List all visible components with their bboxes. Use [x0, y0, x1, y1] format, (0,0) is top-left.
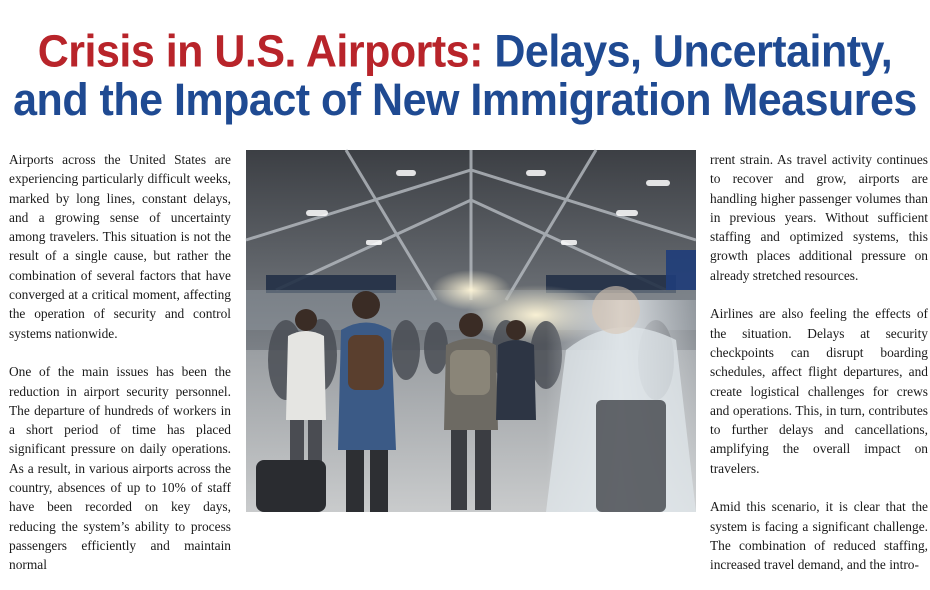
airport-crowd-photo	[246, 150, 696, 512]
headline-line-1	[0, 28, 930, 76]
headline-blue-part-1: Delays, Uncertainty,	[494, 26, 893, 78]
photo-illustration	[246, 150, 696, 512]
paragraph: rrent strain. As travel activity continues to recover and grow, airports are handling higher passenger volumes than in previous years. Without sufficient staffing and optimized systems, this growth places additional pressure on already stretched resources.	[710, 152, 928, 283]
headline-red-part: Crisis in U.S. Airports:	[37, 26, 495, 78]
article-right-column	[710, 150, 928, 573]
article-left-column	[9, 150, 231, 573]
paragraph: Airlines are also feeling the effects of the situation. Delays at security checkpoints can disrupt boarding schedules, affect flight departures, and create logistical challenges for crews and operations. This, in turn, contributes to further delays and cancellations, amplifying the overall impact on travelers.	[710, 306, 928, 476]
article-headline	[0, 28, 930, 125]
paragraph: Amid this scenario, it is clear that the system is facing a significant challenge. The combination of reduced staffing, increased travel demand, and the intro-	[710, 499, 928, 573]
paragraph: Airports across the United States are experiencing particularly difficult weeks, marked by long lines, constant delays, and a growing sense of uncertainty among travelers. This situation is not the result of a single cause, but rather the combination of several factors that have converged at a critical moment, affecting the operation of security and control systems nationwide.	[9, 152, 231, 341]
headline-line-2: and the Impact of New Immigration Measures	[13, 74, 917, 126]
paragraph: One of the main issues has been the reduction in airport security personnel. The departure of hundreds of workers in a short period of time has placed significant pressure on daily operations. As a result, in various airports across the country, absences of up to 10% of staff have been recorded on key days, reducing the system’s ability to process passengers efficiently and maintain normal	[9, 364, 231, 573]
